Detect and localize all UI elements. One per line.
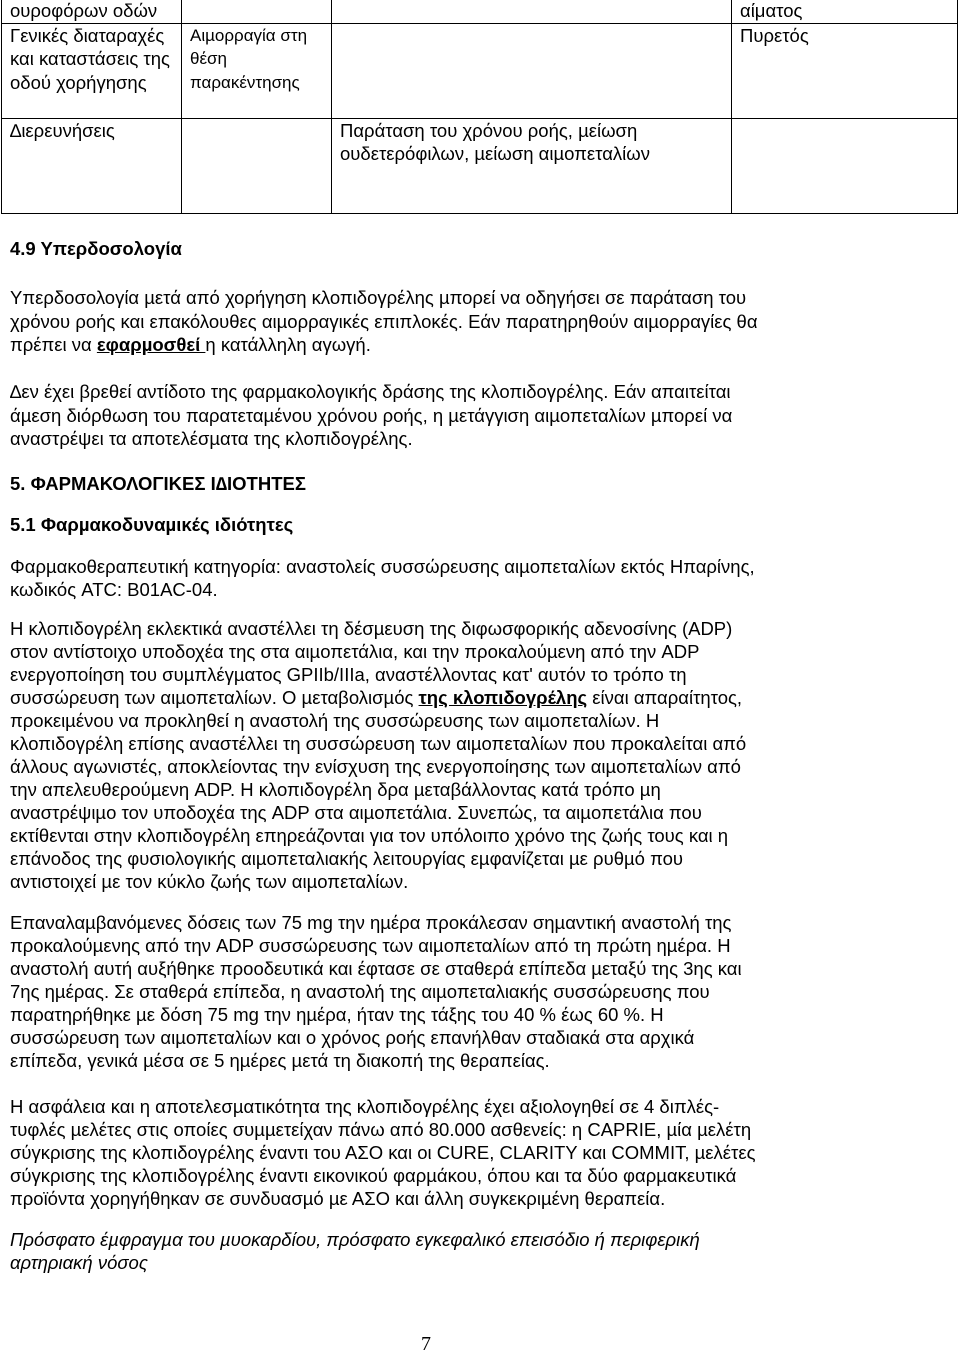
table-cell: αίματος — [732, 0, 958, 23]
table-cell — [332, 0, 732, 23]
text-line: Η κλοπιδογρέλη εκλεκτικά αναστέλλει τη δέσµευση της διφωσφορικής αδενοσίνης (ADP) — [10, 618, 733, 639]
text-line: Υπερδοσολογία µετά από χορήγηση κλοπιδογρέλης µπορεί να οδηγήσει σε παράταση του — [10, 287, 747, 308]
text-line: ∆εν έχει βρεθεί αντίδοτο της φαρµακολογικής δράσης της κλοπιδογρέλης. Εάν απαιτείται — [10, 381, 731, 402]
table-cell — [182, 118, 332, 213]
text-line: προκαλούµενης από την ADP συσσώρευσης των αιµοπεταλίων από τη πρώτη ηµέρα. Η — [10, 935, 731, 956]
text-line: σύγκρισης της κλοπιδογρέλης έναντι εικονικού φαρµάκου, όπου και τα δύο φαρµακευτικά — [10, 1165, 737, 1186]
text-line: προϊόντα χορηγήθηκαν σε συνδυασµό µε ΑΣΟ και άλλη συγκεκριµένη θεραπεία. — [10, 1188, 666, 1209]
text-line: τυφλές µελέτες στις οποίες συµµετείχαν πάνω από 80.000 ασθενείς: η CAPRIE, µία µελέτη — [10, 1119, 752, 1140]
text-span: είναι απαραίτητος, — [587, 687, 743, 708]
section-4-9-heading: 4.9 Υπερδοσολογία — [10, 238, 182, 259]
text-span: πρέπει να — [10, 334, 97, 355]
text-line: συσσώρευση των αιµοπεταλίων και ο χρόνος ροής επανήλθαν σταδιακά στα αρχικά — [10, 1027, 695, 1048]
table-cell: Πυρετός — [732, 23, 958, 118]
table-cell — [732, 118, 958, 213]
table-cell: Γενικές διαταραχές και καταστάσεις της οδού χορήγησης — [2, 23, 182, 118]
table-row — [2, 118, 958, 213]
text-line: χρόνου ροής και επακόλουθες αιµορραγικές επιπλοκές. Εάν παρατηρηθούν αιµορραγίες θα — [10, 311, 758, 332]
text-line: άµεση διόρθωση του παρατεταµένου χρόνου ροής, η µετάγγιση αιµοπεταλίων µπορεί να — [10, 405, 733, 426]
text-line: παρατηρήθηκε µε δόση 75 mg την ηµέρα, ήταν της τάξης του 40 % έως 60 %. Η — [10, 1004, 664, 1025]
text-line: Επαναλαµβανόµενες δόσεις των 75 mg την ηµέρα προκάλεσαν σηµαντική αναστολή της — [10, 912, 732, 933]
text-line: εκτίθενται στην κλοπιδογρέλη επηρεάζονται για τον υπόλοιπο χρόνο της ζωής τους και η — [10, 825, 729, 846]
underlined-term: εφαρµοσθεί — [96, 334, 206, 355]
italic-subheading-line: Πρόσφατο έµφραγµα του µυοκαρδίου, πρόσφατο εγκεφαλικό επεισόδιο ή περιφερική — [10, 1229, 700, 1250]
text-line: κωδικός ATC: B01AC-04. — [10, 579, 218, 600]
text-line: επίπεδα, γενικά µέσα σε 5 ηµέρες µετά τη διακοπή της θεραπείας. — [10, 1050, 550, 1071]
text-line: αντιστοιχεί µε τον κύκλο ζωής των αιµοπεταλίων. — [10, 871, 409, 892]
text-line: αναστρέψει τα αποτελέσµατα της κλοπιδογρέλης. — [10, 428, 413, 449]
text-line — [10, 334, 371, 356]
text-line: κλοπιδογρέλη επίσης αναστέλλει τη συσσώρευση των αιµοπεταλίων που προκαλείται από — [10, 733, 747, 754]
table-cell: ∆ιερευνήσεις — [2, 118, 182, 213]
text-line: την απελευθερούµενη ADP. Η κλοπιδογρέλη δρα µεταβάλλοντας κατά τρόπο µη — [10, 779, 661, 800]
table-cell: Αιµορραγία στη θέση παρακέντησης — [182, 23, 332, 118]
page-number: 7 — [421, 1333, 431, 1355]
section-5-1-heading: 5.1 Φαρµακοδυναµικές ιδιότητες — [10, 514, 294, 535]
text-line: ενεργοποίηση του συµπλέγµατος GPIIb/IIIa, αναστέλλοντας κατ' αυτόν το τρόπο τη — [10, 664, 687, 685]
table-row — [2, 0, 958, 23]
underlined-term: της κλοπιδογρέλης — [418, 687, 588, 708]
text-line: άλλους αγωνιστές, αποκλείοντας την ενίσχυση της ενεργοποίησης των αιµοπεταλίων από — [10, 756, 741, 777]
table-row — [2, 23, 958, 118]
table-cell — [332, 23, 732, 118]
table-cell: Παράταση του χρόνου ροής, µείωση ουδετερόφιλων, µείωση αιµοπεταλίων — [332, 118, 732, 213]
text-line: Η ασφάλεια και η αποτελεσµατικότητα της κλοπιδογρέλης έχει αξιολογηθεί σε 4 διπλές- — [10, 1096, 720, 1117]
adverse-effects-table — [1, 0, 958, 214]
text-line: επάνοδος της φυσιολογικής αιµοπεταλιακής λειτουργίας εµφανίζεται µε ρυθµό που — [10, 848, 683, 869]
text-line: στον αντίστοιχο υποδοχέα της στα αιµοπετάλια, και την προκαλούµενη από την ADP — [10, 641, 700, 662]
text-line — [10, 687, 742, 709]
text-line: Φαρµακοθεραπευτική κατηγορία: αναστολείς συσσώρευσης αιµοπεταλίων εκτός Ηπαρίνης, — [10, 556, 755, 577]
text-line: προκειµένου να προκληθεί η αναστολή της συσσώρευσης των αιµοπεταλίων. Η — [10, 710, 660, 731]
text-span: συσσώρευση των αιµοπεταλίων. Ο µεταβολισµός — [10, 687, 419, 708]
italic-subheading-line: αρτηριακή νόσος — [10, 1252, 148, 1273]
text-span: η κατάλληλη αγωγή. — [205, 334, 371, 355]
text-line: αναστολή αυτή αυξήθηκε προοδευτικά και έφτασε σε σταθερά επίπεδα µεταξύ της 3ης και — [10, 958, 742, 979]
table-cell: ουροφόρων οδών — [2, 0, 182, 23]
text-line: 7ης ηµέρας. Σε σταθερά επίπεδα, η αναστολή της αιµοπεταλιακής συσσώρευσης που — [10, 981, 710, 1002]
table-cell — [182, 0, 332, 23]
text-line: αναστρέψιµο τον υποδοχέα της ADP στα αιµοπετάλια. Συνεπώς, τα αιµοπετάλια που — [10, 802, 702, 823]
section-5-heading: 5. ΦΑΡΜΑΚΟΛΟΓΙΚΕΣ Ι∆ΙΟΤΗΤΕΣ — [10, 473, 306, 494]
text-line: σύγκρισης της κλοπιδογρέλης έναντι του ΑΣΟ και οι CURE, CLARITY και COMMIT, µελέτες — [10, 1142, 756, 1163]
